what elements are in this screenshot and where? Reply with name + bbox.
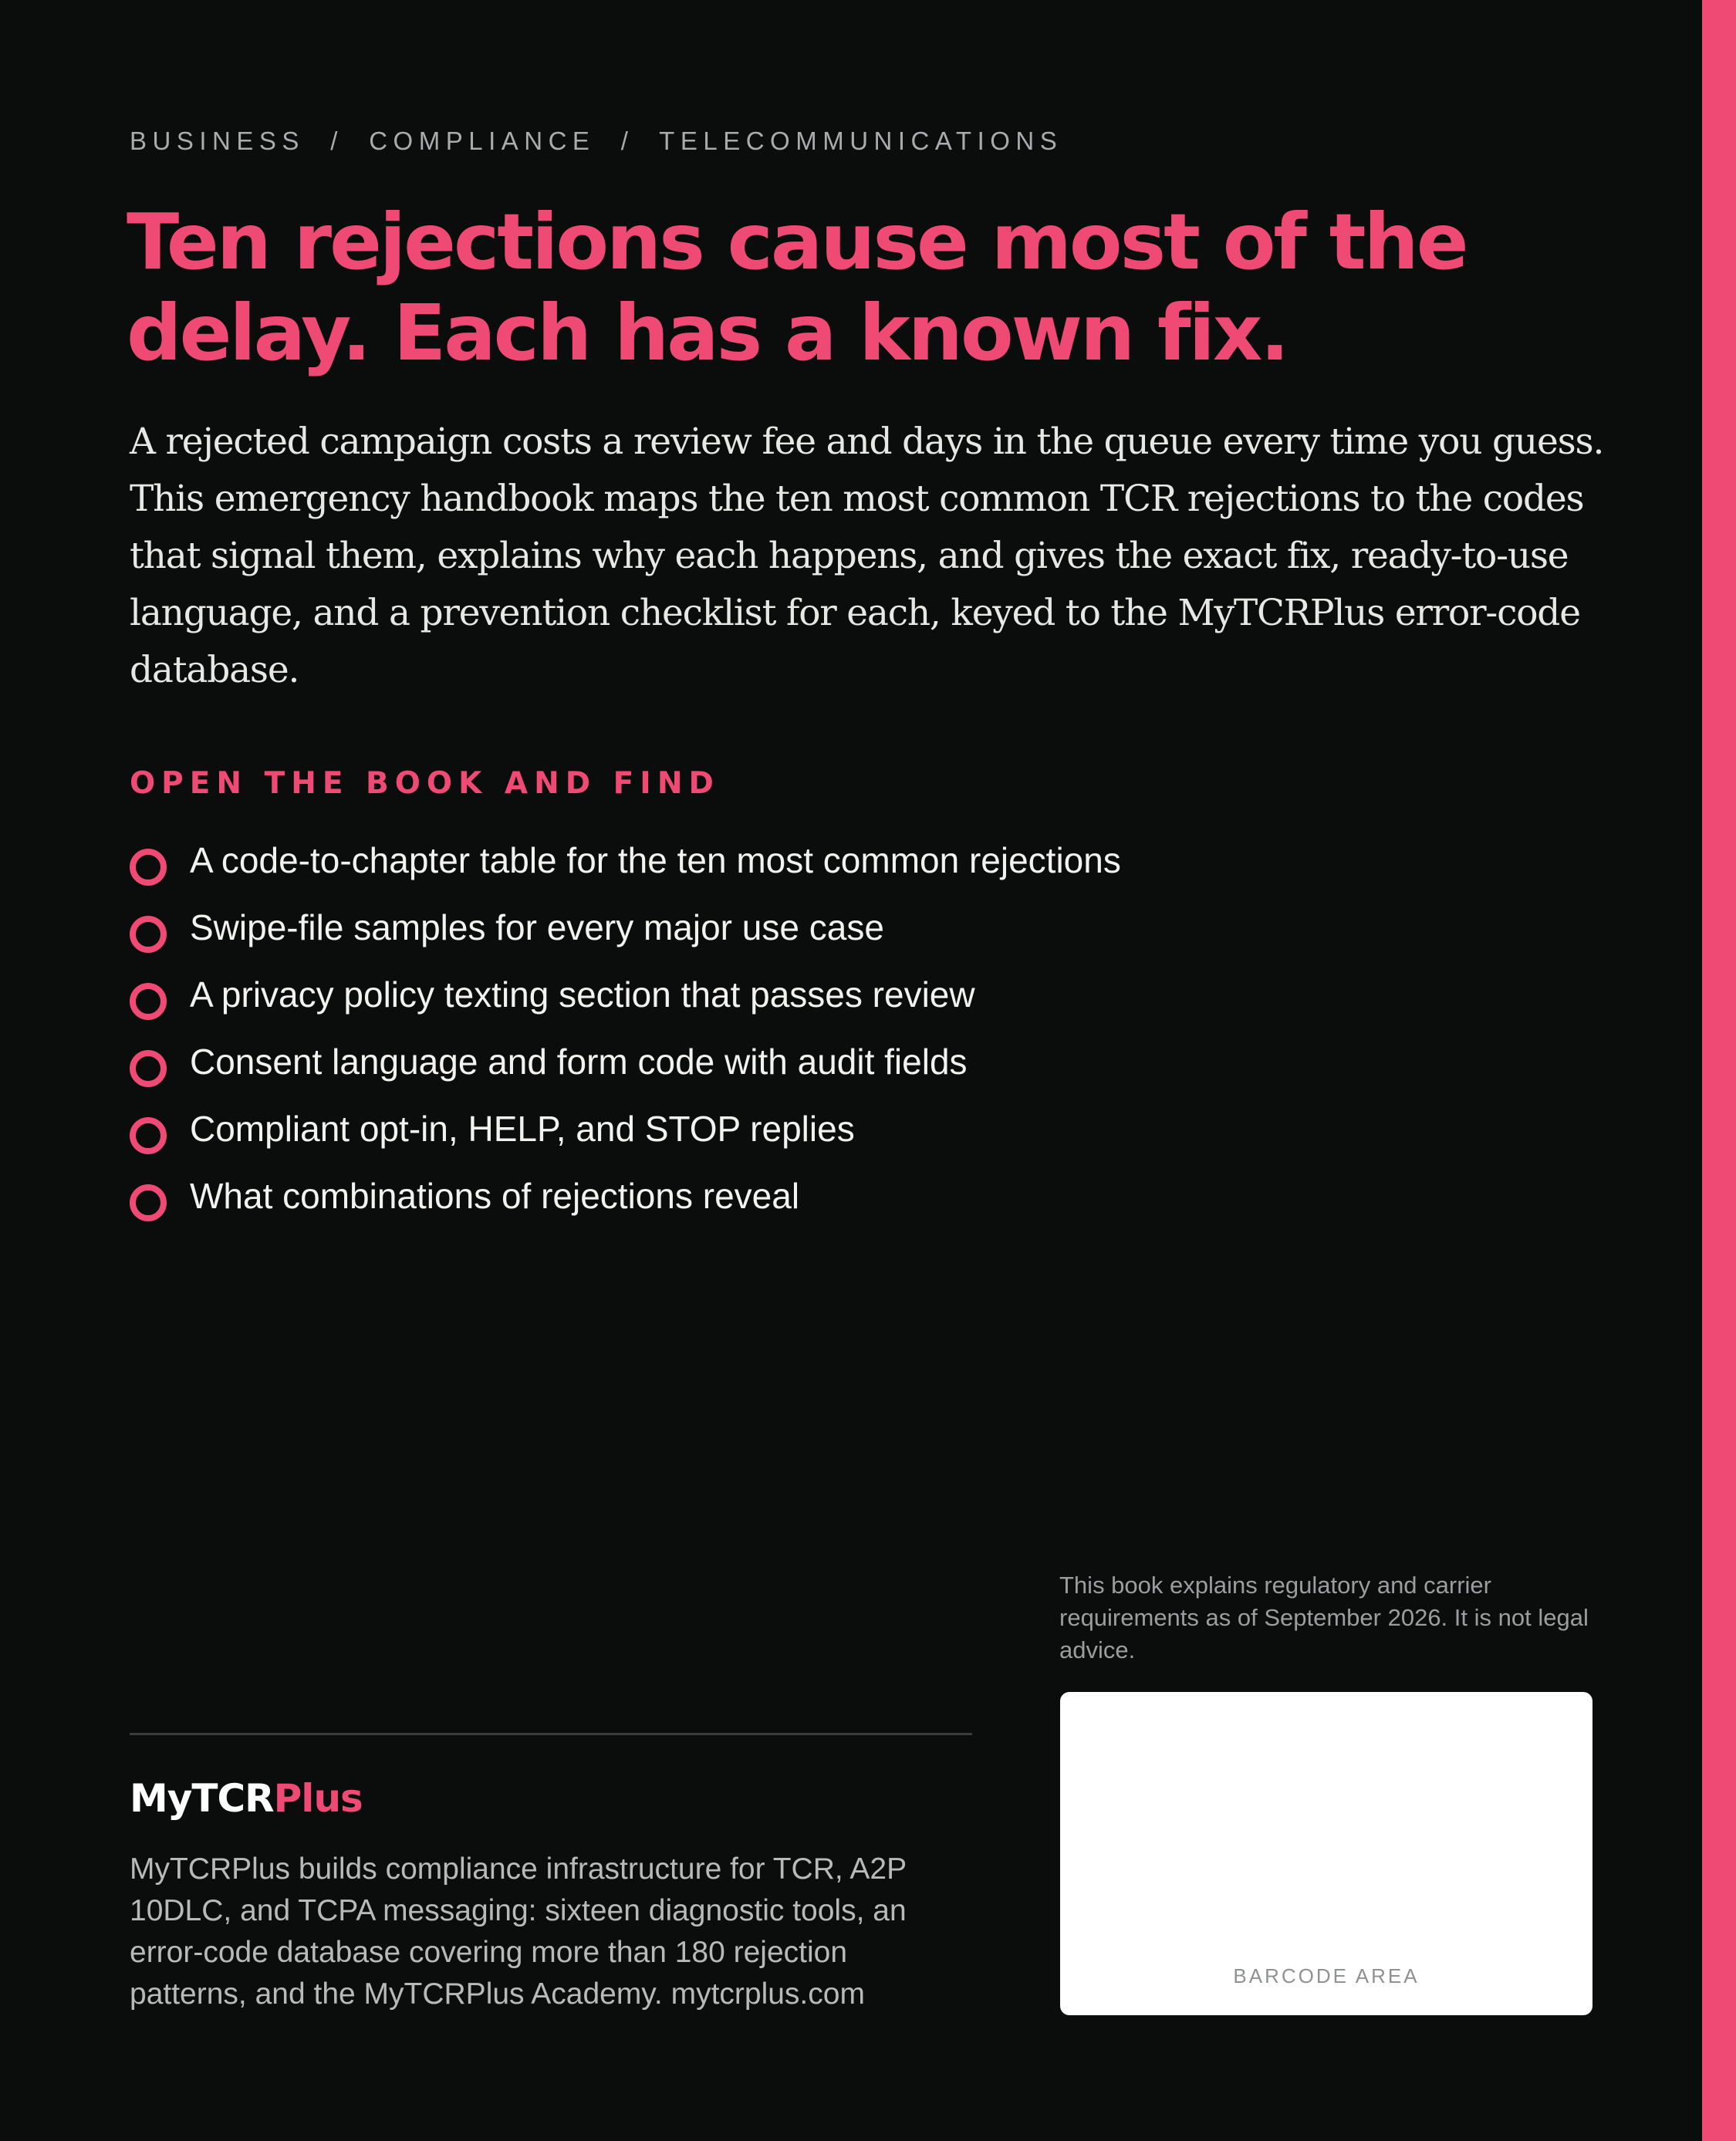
barcode-area: [1060, 1692, 1592, 2015]
back-cover-blurb: A rejected campaign costs a review fee and days in the queue every time you guess. This emergency handbook maps the ten most common TCR rejections to the codes that signal them, explains why each happens, and gives the exact fix, ready-to-use language, and a prevention checklist for each, keyed to the MyTCRPlus error-code database.: [130, 420, 1604, 691]
circle-bullet-icon: [130, 849, 167, 886]
circle-bullet-icon: [130, 1184, 167, 1221]
features-heading: OPEN THE BOOK AND FIND: [130, 766, 720, 801]
feature-text: Swipe-file samples for every major use case: [190, 907, 884, 947]
publisher-logo: [130, 1776, 363, 1821]
feature-text: A privacy policy texting section that passes review: [190, 974, 975, 1015]
feature-text: Consent language and form code with audit fields: [190, 1042, 968, 1082]
category-breadcrumb: BUSINESS / COMPLIANCE / TELECOMMUNICATIONS: [130, 127, 1063, 155]
headline: Ten rejections cause most of the delay. Each has a known fix.: [127, 197, 1467, 378]
spine-accent-stripe: [1702, 0, 1736, 2141]
circle-bullet-icon: [130, 1050, 167, 1087]
publisher-bio: MyTCRPlus builds compliance infrastructure for TCR, A2P 10DLC, and TCPA messaging: sixteen diagnostic tools, an error-code database covering more than 180 rejection patterns, and the MyTCRPlus Academy. mytcrplus.com: [130, 1852, 907, 2011]
brand-name-primary: MyTCR: [130, 1776, 274, 1821]
feature-text: A code-to-chapter table for the ten most common rejections: [190, 840, 1121, 880]
feature-text: Compliant opt-in, HELP, and STOP replies: [190, 1109, 855, 1149]
barcode-label: BARCODE AREA: [1233, 1964, 1420, 1987]
legal-disclaimer: This book explains regulatory and carrier requirements as of September 2026. It is not legal advice.: [1059, 1572, 1589, 1663]
circle-bullet-icon: [130, 916, 167, 953]
brand-name-accent: Plus: [273, 1776, 363, 1821]
circle-bullet-icon: [130, 1117, 167, 1154]
circle-bullet-icon: [130, 983, 167, 1020]
feature-text: What combinations of rejections reveal: [190, 1176, 800, 1216]
divider: [130, 1733, 972, 1735]
